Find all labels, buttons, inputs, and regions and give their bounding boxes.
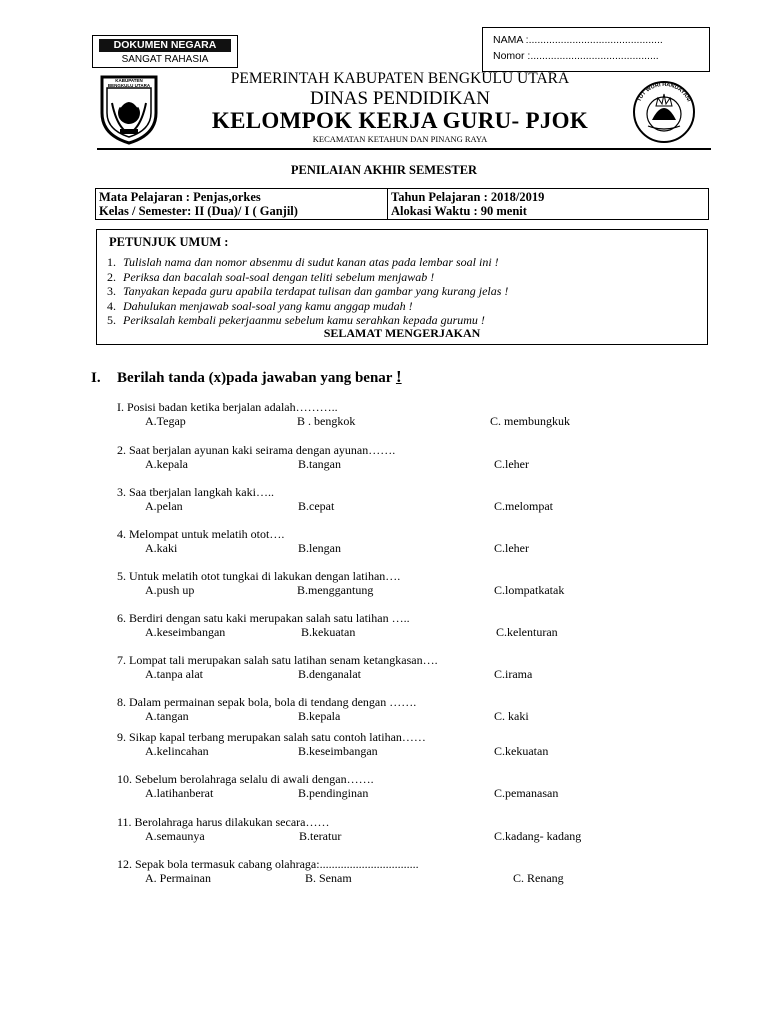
answer-option-a[interactable]: A.semaunya (145, 829, 205, 843)
district-line: KECAMATAN KETAHUN DAN PINANG RAYA (312, 134, 488, 144)
answer-option-a[interactable]: A.tanpa alat (145, 667, 203, 681)
answer-option-c[interactable]: C.pemanasan (494, 786, 559, 800)
document-class-label: DOKUMEN NEGARA (99, 39, 231, 52)
exam-info-table (95, 188, 709, 220)
answer-option-c[interactable]: C.lompatkatak (494, 583, 565, 597)
secrecy-label: SANGAT RAHASIA (121, 54, 209, 65)
answer-option-a[interactable]: A. Permainan (145, 871, 211, 885)
answer-option-a[interactable]: A.keseimbangan (145, 625, 226, 639)
question-text: 9. Sikap kapal terbang merupakan salah satu contoh latihan…… (117, 730, 426, 744)
question-text: 12. Sepak bola termasuk cabang olahraga:................................. (117, 857, 419, 871)
answer-option-b[interactable]: B.keseimbangan (298, 744, 378, 758)
answer-option-c[interactable]: C.kelenturan (496, 625, 558, 639)
list-item: 1. Tulislah nama dan nomor absenmu di sudut kanan atas pada lembar soal ini ! (107, 255, 499, 269)
svg-text:TUT WURI HANDAYANI (636, 82, 691, 103)
answer-option-c[interactable]: C.leher (494, 541, 529, 555)
question-text: 8. Dalam permainan sepak bola, bola di tendang dengan ……. (117, 695, 417, 709)
answer-option-a[interactable]: A.pelan (145, 499, 183, 513)
question-text: 6. Berdiri dengan satu kaki merupakan salah satu latihan ….. (117, 611, 410, 625)
answer-option-b[interactable]: B.denganalat (298, 667, 361, 681)
question-text: 7. Lompat tali merupakan salah satu latihan senam ketangkasan…. (117, 653, 438, 667)
number-field[interactable]: Nomor :............................................ (493, 50, 659, 62)
answer-option-a[interactable]: A.Tegap (145, 414, 186, 428)
question-text: 10. Sebelum berolahraga selalu di awali dengan……. (117, 772, 374, 786)
section-instruction: Berilah tanda (x)pada jawaban yang benar (117, 370, 396, 386)
class-semester-cell: Kelas / Semester: II (Dua)/ I ( Ganjil) (99, 204, 298, 218)
question-text: 5. Untuk melatih otot tungkai di lakukan dengan latihan…. (117, 569, 401, 583)
answer-option-b[interactable]: B.tangan (298, 457, 341, 471)
general-instructions-box (96, 229, 708, 345)
logo-caption-top: KABUPATEN (115, 78, 143, 83)
section-heading (91, 367, 402, 387)
answer-option-a[interactable]: A.kelincahan (145, 744, 209, 758)
answer-option-c[interactable]: C. Renang (513, 871, 564, 885)
instructions-list (107, 255, 508, 328)
answer-option-b[interactable]: B.lengan (298, 541, 341, 555)
list-item: 3. Tanyakan kepada guru apabila terdapat tulisan dan gambar yang kurang jelas ! (107, 284, 509, 298)
answer-option-c[interactable]: C.melompat (494, 499, 553, 513)
answer-option-c[interactable]: C. membungkuk (490, 414, 570, 428)
answer-option-c[interactable]: C.kekuatan (494, 744, 549, 758)
answer-option-a[interactable]: A.latihanberat (145, 786, 214, 800)
list-item: 2. Periksa dan bacalah soal-soal dengan teliti sebelum menjawab ! (107, 269, 435, 284)
agency-line: DINAS PENDIDIKAN (310, 88, 490, 109)
section-mark: ! (395, 367, 402, 386)
question-text: 4. Melompat untuk melatih otot…. (117, 527, 285, 541)
answer-option-a[interactable]: A.kaki (145, 541, 178, 555)
answer-option-b[interactable]: B.cepat (298, 499, 335, 513)
tut-wuri-logo (622, 76, 706, 144)
student-identity-box (482, 27, 710, 72)
subject-cell: Mata Pelajaran : Penjas,orkes (99, 190, 261, 204)
answer-option-b[interactable]: B . bengkok (297, 414, 356, 428)
answer-option-c[interactable]: C.leher (494, 457, 529, 471)
answer-option-a[interactable]: A.push up (145, 583, 195, 597)
answer-option-c[interactable]: C.kadang- kadang (494, 829, 582, 843)
answer-option-a[interactable]: A.tangan (145, 709, 189, 723)
list-item: 4. Dahulukan menjawab soal-soal yang kamu anggap mudah ! (107, 298, 413, 313)
question-text: I. Posisi badan ketika berjalan adalah……….. (117, 400, 338, 414)
instructions-title: PETUNJUK UMUM : (109, 235, 229, 249)
section-number: I. (91, 370, 101, 386)
government-line: PEMERINTAH KABUPATEN BENGKULU UTARA (230, 70, 570, 87)
document-classification-box (92, 35, 238, 68)
name-field[interactable]: NAMA :.............................................. (493, 34, 663, 46)
answer-option-c[interactable]: C.irama (494, 667, 533, 681)
exam-title: PENILAIAN AKHIR SEMESTER (290, 163, 478, 177)
teacher-group-line: KELOMPOK KERJA GURU- PJOK (211, 108, 589, 133)
answer-option-b[interactable]: B.kekuatan (301, 625, 356, 639)
logo-caption-sub: BENGKULU UTARA (107, 83, 151, 88)
school-year-cell: Tahun Pelajaran : 2018/2019 (391, 190, 545, 204)
closing-greeting: SELAMAT MENGERJAKAN (323, 326, 481, 340)
answer-option-b[interactable]: B. Senam (305, 871, 352, 885)
question-text: 3. Saa tberjalan langkah kaki….. (117, 485, 274, 499)
logo-motto: TUT WURI HANDAYANI (636, 81, 692, 103)
time-allocation-cell: Alokasi Waktu : 90 menit (391, 204, 527, 218)
regency-logo (98, 73, 160, 145)
answer-option-b[interactable]: B.menggantung (297, 583, 374, 597)
answer-option-b[interactable]: B.teratur (299, 829, 342, 843)
answer-option-c[interactable]: C. kaki (494, 709, 529, 723)
letterhead-divider (97, 148, 711, 150)
answer-option-a[interactable]: A.kepala (145, 457, 188, 471)
answer-option-b[interactable]: B.pendinginan (298, 786, 369, 800)
list-item: 5. Periksalah kembali pekerjaanmu sebelum kamu serahkan kepada gurumu ! (107, 313, 485, 327)
question-text: 2. Saat berjalan ayunan kaki seirama dengan ayunan……. (117, 443, 396, 457)
answer-option-b[interactable]: B.kepala (298, 709, 341, 723)
question-text: 11. Berolahraga harus dilakukan secara…… (117, 815, 330, 829)
